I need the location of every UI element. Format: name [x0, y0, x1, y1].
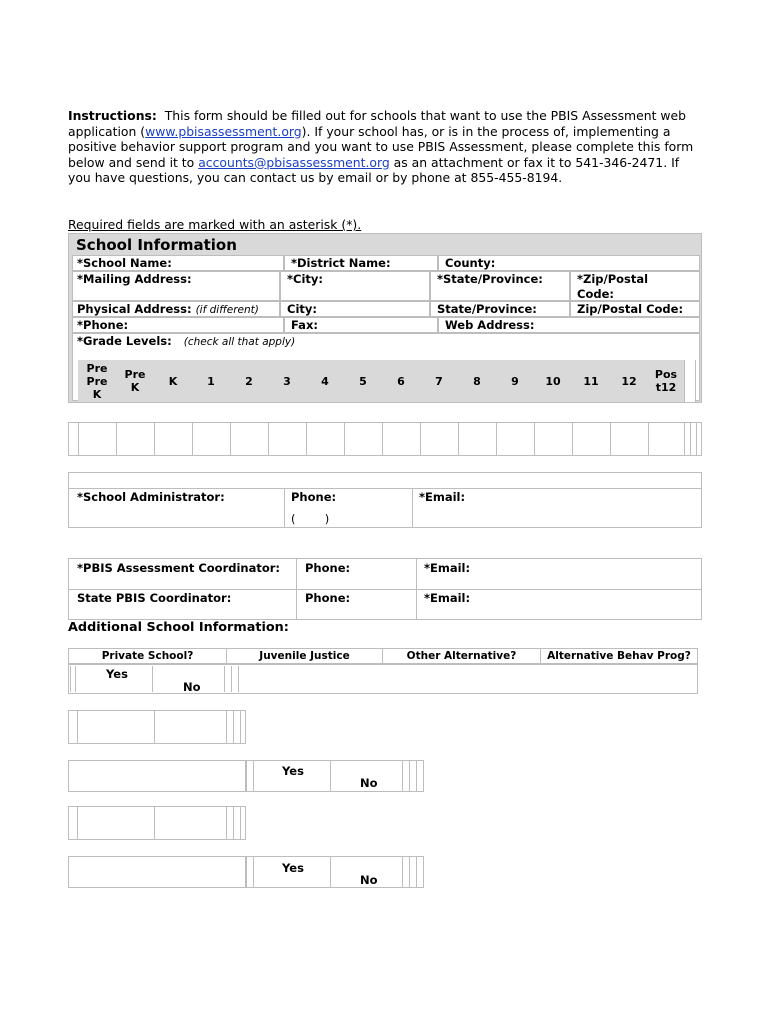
state-label: State/Province: — [437, 302, 537, 316]
last-option-group — [246, 856, 424, 888]
fax-label: Fax: — [291, 318, 318, 332]
last-yes-label: Yes — [282, 861, 304, 875]
zip-required-label-2: Code: — [577, 287, 614, 301]
grade-header-row — [78, 360, 684, 402]
grade-post12: Pos t12 — [654, 368, 678, 394]
alt-behav-no[interactable] — [155, 807, 227, 839]
grade-3: 3 — [283, 374, 291, 388]
grade-9: 9 — [511, 374, 519, 388]
private-yes-label: Yes — [106, 667, 128, 681]
other-alt-yes-label: Yes — [282, 764, 304, 778]
grade-checkbox[interactable] — [497, 423, 535, 455]
school-info-title: School Information — [76, 236, 237, 254]
pbis-website-link[interactable]: www.pbisassessment.org — [145, 123, 302, 139]
grade-checkbox[interactable] — [383, 423, 421, 455]
private-school-header: Private School? — [69, 649, 227, 663]
county-label: County: — [445, 256, 496, 270]
pbis-coordinator-email-label: *Email: — [424, 561, 471, 575]
physical-address-label: Physical Address: (if different) — [77, 302, 259, 316]
instructions-text-3: as an attachment or fax it to 541-346-2471. If you have questions, you can contact us by email or by phone at 855-455-8194. — [68, 154, 680, 186]
school-admin-label: *School Administrator: — [77, 490, 225, 504]
alt-behav-prog-header: Alternative Behav Prog? — [547, 650, 691, 662]
other-alternative-options — [246, 760, 424, 792]
grade-checkbox[interactable] — [155, 423, 193, 455]
grade-1: 1 — [207, 374, 215, 388]
private-no-label: No — [183, 680, 201, 694]
instructions-paragraph — [68, 108, 698, 186]
state-required-label: *State/Province: — [437, 272, 543, 286]
grade-5: 5 — [359, 374, 367, 388]
grade-checkbox[interactable] — [193, 423, 231, 455]
grade-checkbox[interactable] — [345, 423, 383, 455]
admin-phone-label: Phone: — [291, 490, 337, 504]
juvenile-justice-header: Juvenile Justice — [227, 649, 383, 663]
web-address-label: Web Address: — [445, 318, 535, 332]
state-coordinator-label: State PBIS Coordinator: — [77, 591, 232, 605]
alt-behav-options — [68, 806, 246, 840]
city-required-label: *City: — [287, 272, 323, 286]
grade-checkbox[interactable] — [79, 423, 117, 455]
grade-checkbox[interactable] — [117, 423, 155, 455]
instructions-text-1: This form should be filled out for schools that want to use the PBIS Assessment web application ( — [68, 108, 686, 139]
grade-checkbox[interactable] — [421, 423, 459, 455]
district-name-label: *District Name: — [291, 256, 391, 270]
alt-behav-yes[interactable] — [78, 807, 155, 839]
instructions-heading: Instructions: — [68, 108, 157, 123]
grade-checkbox[interactable] — [611, 423, 649, 455]
grade-4: 4 — [321, 374, 329, 388]
check-all-note: (check all that apply) — [183, 336, 296, 348]
admin-email-label: *Email: — [419, 490, 466, 504]
pbis-coordinator-label: *PBIS Assessment Coordinator: — [77, 561, 281, 575]
school-name-label: *School Name: — [77, 256, 172, 270]
juvenile-yes[interactable] — [78, 711, 155, 743]
juvenile-no[interactable] — [155, 711, 227, 743]
pbis-coordinator-phone-label: Phone: — [305, 561, 351, 575]
grade-checkbox[interactable] — [573, 423, 611, 455]
grade-10: 10 — [545, 374, 561, 388]
grade-11: 11 — [583, 374, 599, 388]
grade-levels-label: *Grade Levels: (check all that apply) — [77, 334, 296, 348]
additional-header-row — [68, 648, 698, 664]
grade-2: 2 — [245, 374, 253, 388]
grade-pre-pre-k: Pre Pre K — [86, 361, 108, 401]
grade-k: K — [168, 374, 178, 388]
required-fields-note: Required fields are marked with an asterisk (*). — [68, 217, 362, 232]
last-no-label: No — [360, 873, 378, 887]
other-alt-no-label: No — [360, 776, 378, 790]
private-school-options — [70, 666, 246, 692]
grade-12: 12 — [621, 374, 637, 388]
admin-email-input[interactable] — [420, 490, 698, 524]
admin-phone-input[interactable]: ( ) — [291, 512, 330, 526]
mailing-address-label: *Mailing Address: — [77, 272, 192, 286]
city-label: City: — [287, 302, 317, 316]
grade-checkbox[interactable] — [231, 423, 269, 455]
other-alternative-header: Other Alternative? — [383, 649, 541, 663]
grade-8: 8 — [473, 374, 481, 388]
if-different-note: (if different) — [195, 304, 259, 316]
grade-checkbox-row — [68, 422, 702, 456]
grade-7: 7 — [435, 374, 443, 388]
zip-required-label-1: *Zip/Postal — [577, 272, 649, 286]
grade-checkbox[interactable] — [269, 423, 307, 455]
other-alternative-spacer — [68, 760, 246, 792]
state-coordinator-phone-label: Phone: — [305, 591, 351, 605]
last-option-spacer — [68, 856, 246, 888]
grade-row-end-cell — [684, 360, 696, 402]
grade-checkbox[interactable] — [307, 423, 345, 455]
zip-label: Zip/Postal Code: — [577, 302, 684, 316]
juvenile-justice-options — [68, 710, 246, 744]
phone-label: *Phone: — [77, 318, 129, 332]
instructions-text-2: ). If your school has, or is in the process of, implementing a positive behavior support program and you want to use PBIS Assessment, please complete this form below and send it to — [68, 123, 694, 170]
additional-info-title: Additional School Information: — [68, 620, 289, 635]
accounts-email-link[interactable]: accounts@pbisassessment.org — [198, 154, 390, 170]
grade-checkbox[interactable] — [649, 423, 685, 455]
grade-6: 6 — [397, 374, 405, 388]
grade-pre-k: Pre K — [124, 368, 146, 394]
grade-checkbox[interactable] — [535, 423, 573, 455]
state-coordinator-email-label: *Email: — [424, 591, 471, 605]
grade-checkbox[interactable] — [459, 423, 497, 455]
